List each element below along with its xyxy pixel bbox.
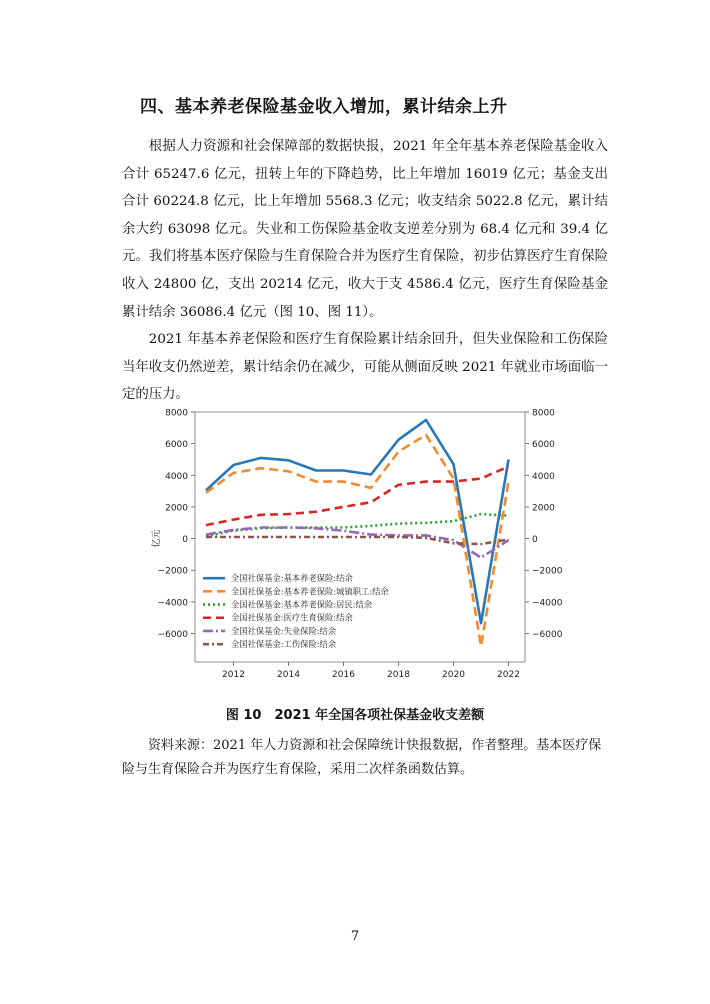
y-tick-label-right: −2000 [532, 566, 563, 577]
x-tick-label: 2018 [387, 670, 410, 680]
legend-label-6: 全国社保基金:工伤保险:结余 [231, 639, 337, 650]
y-tick-label-left: −4000 [157, 598, 188, 609]
y-tick-label-left: 6000 [165, 440, 188, 451]
y-tick-label-left: −6000 [157, 630, 188, 641]
y-tick-label-left: 4000 [165, 471, 188, 482]
x-tick-label: 2020 [442, 670, 465, 680]
y-tick-label-right: 2000 [532, 503, 555, 514]
chart-legend [203, 573, 389, 649]
legend-label-3: 全国社保基金:基本养老保险:居民:结余 [231, 599, 373, 610]
y-tick-label-left: −2000 [157, 566, 188, 577]
y-tick-label-right: 8000 [532, 408, 555, 419]
x-tick-label: 2014 [277, 670, 300, 680]
paragraph-2: 2021 年基本养老保险和医疗生育保险累计结余回升，但失业保险和工伤保险当年收支仍然逆差，累计结余仍在减少，可能从侧面反映 2021 年就业市场面临一定的压力。 [122, 332, 608, 403]
legend-label-5: 全国社保基金:失业保险:结余 [231, 625, 337, 636]
y-tick-label-right: −6000 [532, 630, 563, 641]
legend-label-4: 全国社保基金:医疗生育保险:结余 [231, 612, 353, 623]
legend-label-1: 全国社保基金:基本养老保险:结余 [231, 573, 353, 584]
x-tick-label: 2022 [497, 670, 520, 680]
chart-ticks [150, 409, 563, 681]
y-tick-label-right: −4000 [532, 598, 563, 609]
y-tick-label-right: 6000 [532, 440, 555, 451]
balance-line-chart [140, 400, 580, 690]
legend-label-2: 全国社保基金:基本养老保险:城镇职工:结余 [231, 586, 389, 597]
y-tick-label-left: 2000 [165, 503, 188, 514]
section-heading: 四、基本养老保险基金收入增加，累计结余上升 [140, 97, 508, 117]
x-tick-label: 2016 [332, 670, 355, 680]
y-tick-label-right: 4000 [532, 471, 555, 482]
y-tick-label-left: 0 [182, 535, 188, 546]
y-tick-label-left: 8000 [165, 408, 188, 419]
page-number: 7 [350, 929, 360, 944]
figure-source-note: 资料来源：2021 年人力资源和社会保障统计快报数据，作者整理。基本医疗保险与生育保险合并为医疗生育保险，采用二次样条函数估算。 [122, 738, 602, 777]
figure-caption: 图 10 2021 年全国各项社保基金收支差额 [225, 708, 485, 723]
paragraph-1: 根据人力资源和社会保障部的数据快报，2021 年全年基本养老保险基金收入合计 65247.6 亿元，扭转上年的下降趋势，比上年增加 16019 亿元；基金支出合计 60224.8 亿元，比上年增加 5568.3 亿元；收支结余 5022.8 亿元，累计结余大约 63098 亿元。失业和工伤保险基金收支逆差分别为 68.4 亿元和 39.4 亿元。我们将基本医疗保险与生育保险合并为医疗生育保险，初步估算医疗生育保险收入 24800 亿，支出 20214 亿元，收大于支 4586.4 亿元，医疗生育保险基金累计结余 36086.4 亿元（图 10、图 11）。 [122, 139, 608, 320]
y-tick-label-right: 0 [532, 535, 538, 546]
y-axis-label: 亿元 [152, 529, 162, 548]
x-tick-label: 2012 [222, 670, 245, 680]
